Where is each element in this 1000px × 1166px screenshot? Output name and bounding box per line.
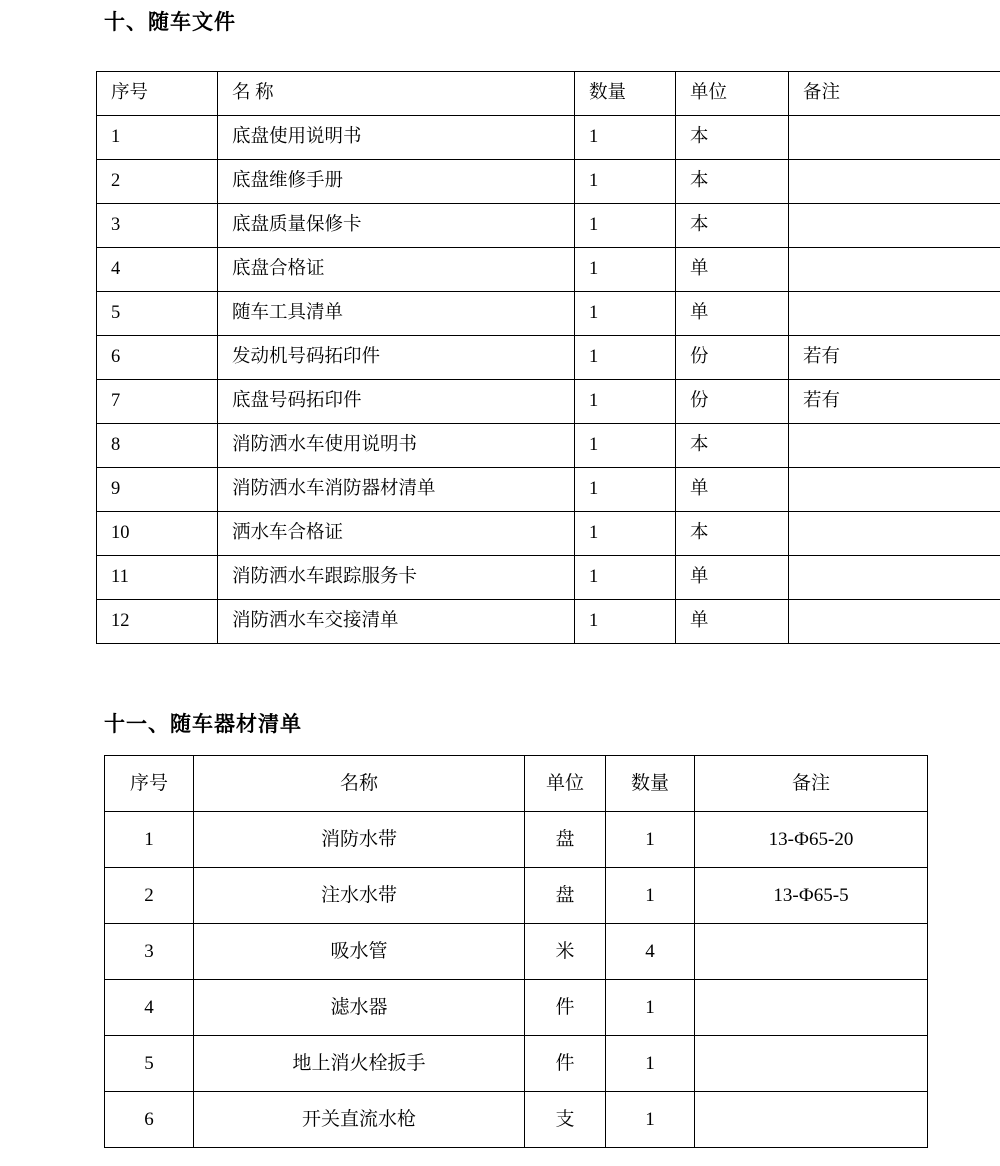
cell-quantity: 1 <box>575 424 676 468</box>
cell-quantity: 4 <box>606 924 695 980</box>
column-header-unit: 单位 <box>525 756 606 812</box>
cell-quantity: 1 <box>606 1092 695 1148</box>
table-row <box>105 1092 928 1148</box>
cell-unit: 单 <box>676 556 789 600</box>
table-row <box>97 336 1000 380</box>
cell-index: 4 <box>97 248 218 292</box>
cell-index: 10 <box>97 512 218 556</box>
cell-name: 洒水车合格证 <box>218 512 575 556</box>
cell-quantity: 1 <box>606 812 695 868</box>
cell-quantity: 1 <box>606 980 695 1036</box>
cell-name: 底盘号码拓印件 <box>218 380 575 424</box>
cell-quantity: 1 <box>575 556 676 600</box>
page-title-accompanying-documents: 十、随车文件 <box>104 10 236 34</box>
cell-name: 吸水管 <box>194 924 525 980</box>
cell-remark: 若有 <box>789 336 1000 380</box>
cell-index: 1 <box>105 812 194 868</box>
cell-unit: 件 <box>525 980 606 1036</box>
cell-name: 消防洒水车消防器材清单 <box>218 468 575 512</box>
cell-remark <box>789 160 1000 204</box>
cell-index: 3 <box>97 204 218 248</box>
cell-index: 7 <box>97 380 218 424</box>
cell-index: 6 <box>105 1092 194 1148</box>
cell-quantity: 1 <box>575 380 676 424</box>
column-header-name: 名称 <box>194 756 525 812</box>
cell-remark <box>789 468 1000 512</box>
cell-index: 2 <box>97 160 218 204</box>
cell-quantity: 1 <box>575 292 676 336</box>
accompanying-documents-table <box>96 71 1000 644</box>
cell-unit: 份 <box>676 380 789 424</box>
cell-unit: 本 <box>676 424 789 468</box>
cell-name: 注水水带 <box>194 868 525 924</box>
cell-name: 底盘合格证 <box>218 248 575 292</box>
cell-unit: 盘 <box>525 868 606 924</box>
cell-unit: 单 <box>676 292 789 336</box>
cell-remark <box>789 600 1000 644</box>
cell-name: 地上消火栓扳手 <box>194 1036 525 1092</box>
cell-unit: 支 <box>525 1092 606 1148</box>
table-row <box>105 1036 928 1092</box>
cell-index: 1 <box>97 116 218 160</box>
table-row <box>97 160 1000 204</box>
cell-quantity: 1 <box>606 1036 695 1092</box>
table-row <box>97 512 1000 556</box>
cell-unit: 份 <box>676 336 789 380</box>
cell-remark: 13-Ф65-20 <box>695 812 928 868</box>
onboard-equipment-table <box>104 755 928 1148</box>
cell-name: 底盘质量保修卡 <box>218 204 575 248</box>
cell-index: 6 <box>97 336 218 380</box>
cell-index: 2 <box>105 868 194 924</box>
cell-index: 4 <box>105 980 194 1036</box>
table-row <box>97 556 1000 600</box>
cell-quantity: 1 <box>575 116 676 160</box>
table-row <box>105 868 928 924</box>
cell-unit: 本 <box>676 116 789 160</box>
cell-unit: 本 <box>676 160 789 204</box>
column-header-quantity: 数量 <box>575 72 676 116</box>
cell-remark: 若有 <box>789 380 1000 424</box>
cell-name: 消防洒水车跟踪服务卡 <box>218 556 575 600</box>
cell-unit: 单 <box>676 600 789 644</box>
cell-index: 5 <box>97 292 218 336</box>
cell-unit: 单 <box>676 248 789 292</box>
cell-quantity: 1 <box>575 204 676 248</box>
table-row <box>97 600 1000 644</box>
cell-index: 11 <box>97 556 218 600</box>
cell-remark <box>789 424 1000 468</box>
table-row <box>97 468 1000 512</box>
column-header-remark: 备注 <box>789 72 1000 116</box>
cell-quantity: 1 <box>575 160 676 204</box>
cell-remark <box>789 292 1000 336</box>
cell-name: 开关直流水枪 <box>194 1092 525 1148</box>
cell-unit: 本 <box>676 512 789 556</box>
column-header-name: 名 称 <box>218 72 575 116</box>
cell-remark <box>789 116 1000 160</box>
cell-remark: 13-Ф65-5 <box>695 868 928 924</box>
page-title-equipment-list: 十一、随车器材清单 <box>104 712 302 736</box>
cell-remark <box>695 924 928 980</box>
cell-name: 发动机号码拓印件 <box>218 336 575 380</box>
cell-quantity: 1 <box>575 336 676 380</box>
cell-name: 消防水带 <box>194 812 525 868</box>
table-header-row <box>105 756 928 812</box>
column-header-unit: 单位 <box>676 72 789 116</box>
cell-index: 8 <box>97 424 218 468</box>
cell-index: 9 <box>97 468 218 512</box>
column-header-remark: 备注 <box>695 756 928 812</box>
cell-unit: 本 <box>676 204 789 248</box>
cell-name: 底盘维修手册 <box>218 160 575 204</box>
cell-remark <box>695 1036 928 1092</box>
table-row <box>97 116 1000 160</box>
cell-remark <box>789 204 1000 248</box>
cell-name: 底盘使用说明书 <box>218 116 575 160</box>
table-header-row <box>97 72 1000 116</box>
cell-remark <box>789 512 1000 556</box>
cell-index: 3 <box>105 924 194 980</box>
cell-unit: 米 <box>525 924 606 980</box>
column-header-index: 序号 <box>97 72 218 116</box>
table-row <box>97 424 1000 468</box>
column-header-index: 序号 <box>105 756 194 812</box>
table-row <box>97 204 1000 248</box>
cell-unit: 件 <box>525 1036 606 1092</box>
cell-name: 滤水器 <box>194 980 525 1036</box>
column-header-quantity: 数量 <box>606 756 695 812</box>
cell-index: 12 <box>97 600 218 644</box>
cell-unit: 单 <box>676 468 789 512</box>
cell-quantity: 1 <box>606 868 695 924</box>
cell-quantity: 1 <box>575 512 676 556</box>
table-row <box>97 292 1000 336</box>
cell-index: 5 <box>105 1036 194 1092</box>
cell-name: 消防洒水车交接清单 <box>218 600 575 644</box>
cell-quantity: 1 <box>575 600 676 644</box>
cell-remark <box>789 248 1000 292</box>
cell-name: 消防洒水车使用说明书 <box>218 424 575 468</box>
cell-name: 随车工具清单 <box>218 292 575 336</box>
table-row <box>97 380 1000 424</box>
table-row <box>97 248 1000 292</box>
cell-quantity: 1 <box>575 248 676 292</box>
cell-unit: 盘 <box>525 812 606 868</box>
cell-remark <box>789 556 1000 600</box>
table-row <box>105 924 928 980</box>
table-row <box>105 980 928 1036</box>
cell-remark <box>695 1092 928 1148</box>
cell-quantity: 1 <box>575 468 676 512</box>
cell-remark <box>695 980 928 1036</box>
table-row <box>105 812 928 868</box>
